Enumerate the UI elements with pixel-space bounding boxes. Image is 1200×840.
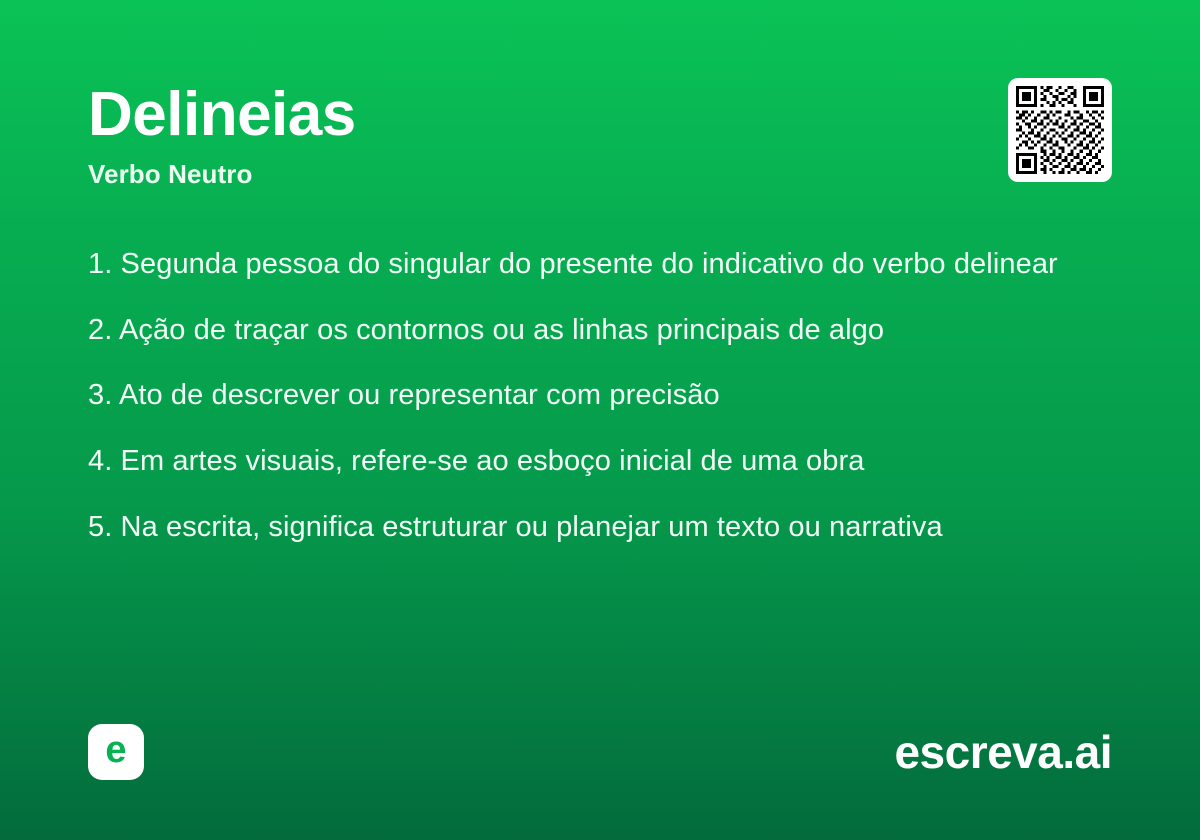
list-item: 1. Segunda pessoa do singular do presente do indicativo do verbo delinear (88, 248, 1058, 281)
logo-letter: e (105, 729, 127, 771)
word-block (88, 78, 356, 190)
card-footer (88, 724, 1112, 780)
qr-code-icon[interactable] (1008, 78, 1112, 182)
list-item: 5. Na escrita, significa estruturar ou planejar um texto ou narrativa (88, 510, 943, 543)
word-class-label: Verbo Neutro (88, 159, 253, 190)
list-item: 2. Ação de traçar os contornos ou as linhas principais de algo (88, 313, 885, 346)
brand-name: escreva.ai (894, 726, 1112, 778)
page-title: Delineias (88, 80, 356, 149)
logo-icon (88, 724, 144, 780)
card-header (88, 78, 1112, 190)
list-item: 3. Ato de descrever ou representar com precisão (88, 379, 720, 412)
list-item: 4. Em artes visuais, refere-se ao esboço inicial de uma obra (88, 445, 865, 478)
definition-list (88, 246, 1088, 546)
